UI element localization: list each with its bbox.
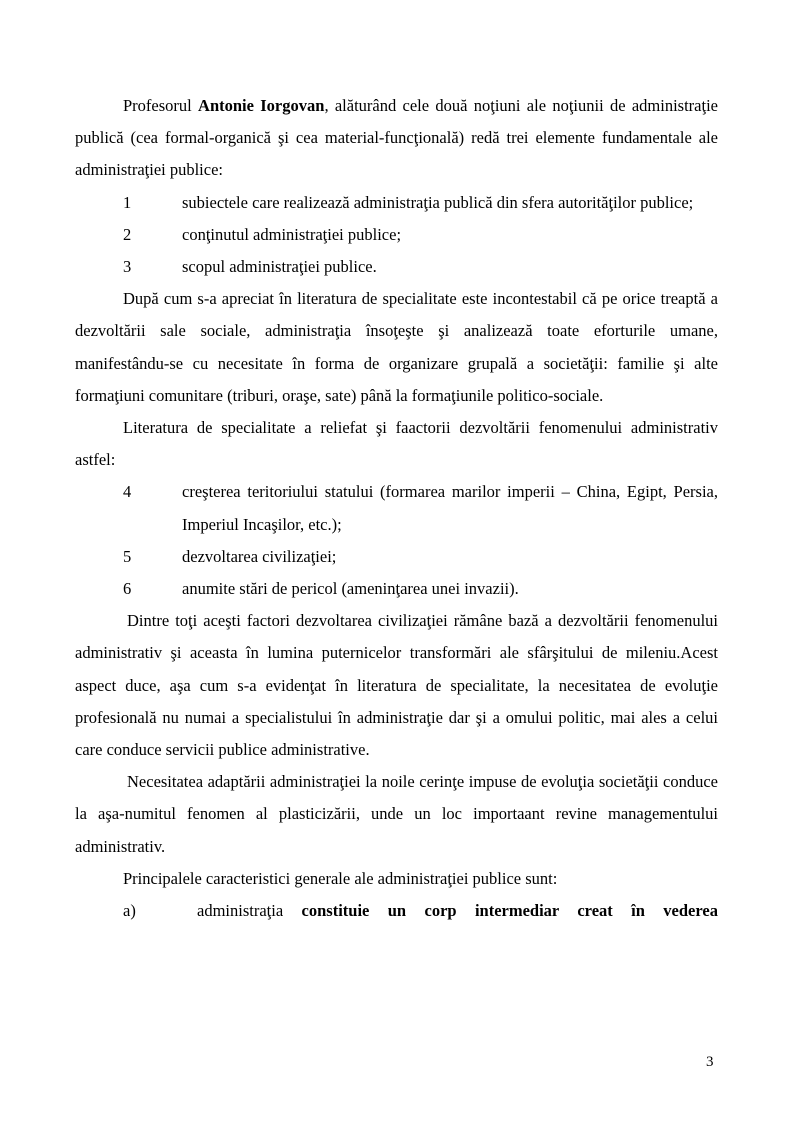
page-body	[75, 90, 718, 927]
paragraph-civilization: Dintre toţi aceşti factori dezvoltarea civilizaţiei rămâne bază a dezvoltării fenomenului administrativ şi aceasta în lumina puternicelor transformări ale sfârşitului de mileniu.Acest aspect duce, aşa cum s-a evidenţat în literatura de specialitate, la necesitatea de evoluţie profesională nu numai a specialistului în administraţie dar şi a omului politic, mai ales a celui care conduce servicii publice administrative.	[75, 611, 718, 760]
list-letter: a)	[123, 901, 136, 921]
list-item-text: creşterea teritoriului statului (formarea marilor imperii – China, Egipt, Persia, Imperiul Incaşilor, etc.);	[182, 482, 718, 534]
list-number: 3	[123, 257, 132, 277]
list-number: 1	[123, 192, 132, 212]
list-item-2	[75, 219, 718, 251]
list-number: 4	[123, 482, 132, 502]
paragraph-adaptation: Necesitatea adaptării administraţiei la noile cerinţe impuse de evoluţia societăţii conduce la aşa-numitul fenomen al plasticizării, unde un loc importaant revine managementului administrativ.	[75, 772, 718, 856]
list-number: 2	[123, 224, 132, 244]
list-number: 6	[123, 579, 132, 599]
list-item-text: administraţia	[197, 901, 302, 921]
intro-text-start: Profesorul	[123, 96, 199, 115]
list-item-4	[75, 476, 718, 540]
list-item-5	[75, 541, 718, 573]
paragraph-characteristics: Principalele caracteristici generale ale administraţiei publice sunt:	[123, 868, 558, 888]
list-item-6	[75, 573, 718, 605]
intro-text-end: , alăturând cele două noţiuni ale noţiunii de administraţie publică (cea formal-organică şi cea material-funcţională) redă trei elemente fundamentale ale administraţiei publice:	[75, 96, 718, 180]
list-item-text: anumite stări de pericol (ameninţarea unei invazii).	[182, 579, 519, 599]
author-name: Antonie Iorgovan	[198, 96, 325, 115]
list-item-text: dezvoltarea civilizaţiei;	[182, 546, 337, 566]
list-item-text: scopul administraţiei publice.	[182, 257, 377, 277]
list-item-a	[75, 895, 718, 927]
list-item-1	[75, 187, 718, 219]
list-item-3	[75, 251, 718, 283]
paragraph-literature: După cum s-a apreciat în literatura de specialitate este incontestabil că pe orice treaptă a dezvoltării sale sociale, administraţia însoţeşte şi analizează toate eforturile umane, manifestându-se cu necesitate în forma de organizare grupală a societăţii: familie şi alte formaţiuni comunitare (triburi, oraşe, sate) până la formaţiunile politico-sociale.	[75, 289, 718, 405]
list-number: 5	[123, 546, 132, 566]
page-number: 3	[706, 1054, 714, 1070]
list-item-text: conţinutul administraţiei publice;	[182, 224, 402, 244]
paragraph-factors: Literatura de specialitate a reliefat şi faactorii dezvoltării fenomenului administrativ astfel:	[75, 418, 718, 470]
list-item-text: subiectele care realizează administraţia publică din sfera autorităţilor publice;	[182, 192, 694, 212]
list-item-bold-text: constituie un corp intermediar creat în vederea	[301, 901, 718, 921]
paragraph-intro	[75, 90, 718, 187]
